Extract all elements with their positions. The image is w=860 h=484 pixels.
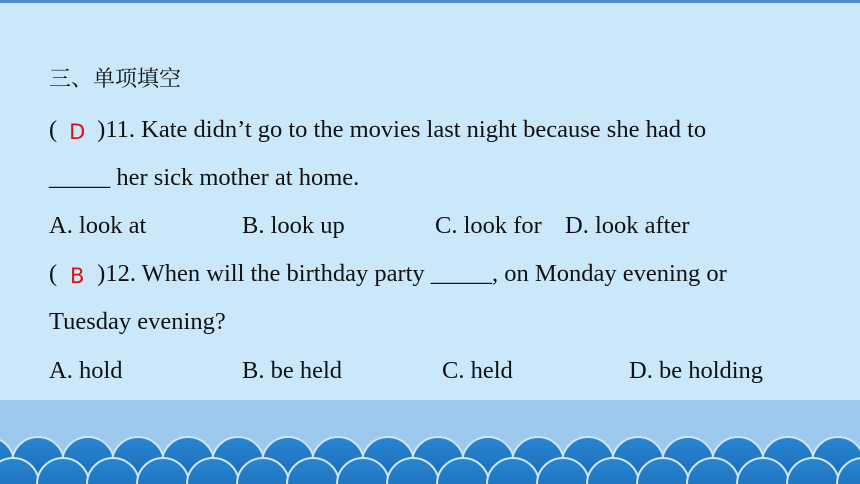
- open-paren: (: [49, 116, 58, 143]
- answer-11: D: [69, 120, 86, 144]
- question-12-text: )12. When will the birthday party _____, on Monday evening or: [97, 260, 727, 287]
- open-paren: (: [49, 260, 58, 287]
- option-b: B. be held: [242, 357, 343, 384]
- option-d: D. look after: [565, 212, 690, 239]
- answer-12: B: [69, 264, 85, 288]
- top-border: [0, 0, 860, 3]
- option-a: A. hold: [49, 357, 123, 384]
- option-b: B. look up: [242, 212, 345, 239]
- option-c: C. look for: [435, 212, 542, 239]
- option-a: A. look at: [49, 212, 147, 239]
- wave-pattern-decoration: [0, 400, 860, 484]
- question-12-line-1: [49, 259, 727, 289]
- question-11-line-1: [49, 115, 706, 145]
- question-11-line-2: _____ her sick mother at home.: [49, 164, 360, 191]
- question-12-line-2: Tuesday evening?: [49, 308, 226, 335]
- option-c: C. held: [442, 357, 513, 384]
- question-11-text: )11. Kate didn’t go to the movies last night because she had to: [97, 116, 707, 143]
- section-title: 三、单项填空: [49, 67, 182, 92]
- option-d: D. be holding: [629, 357, 764, 384]
